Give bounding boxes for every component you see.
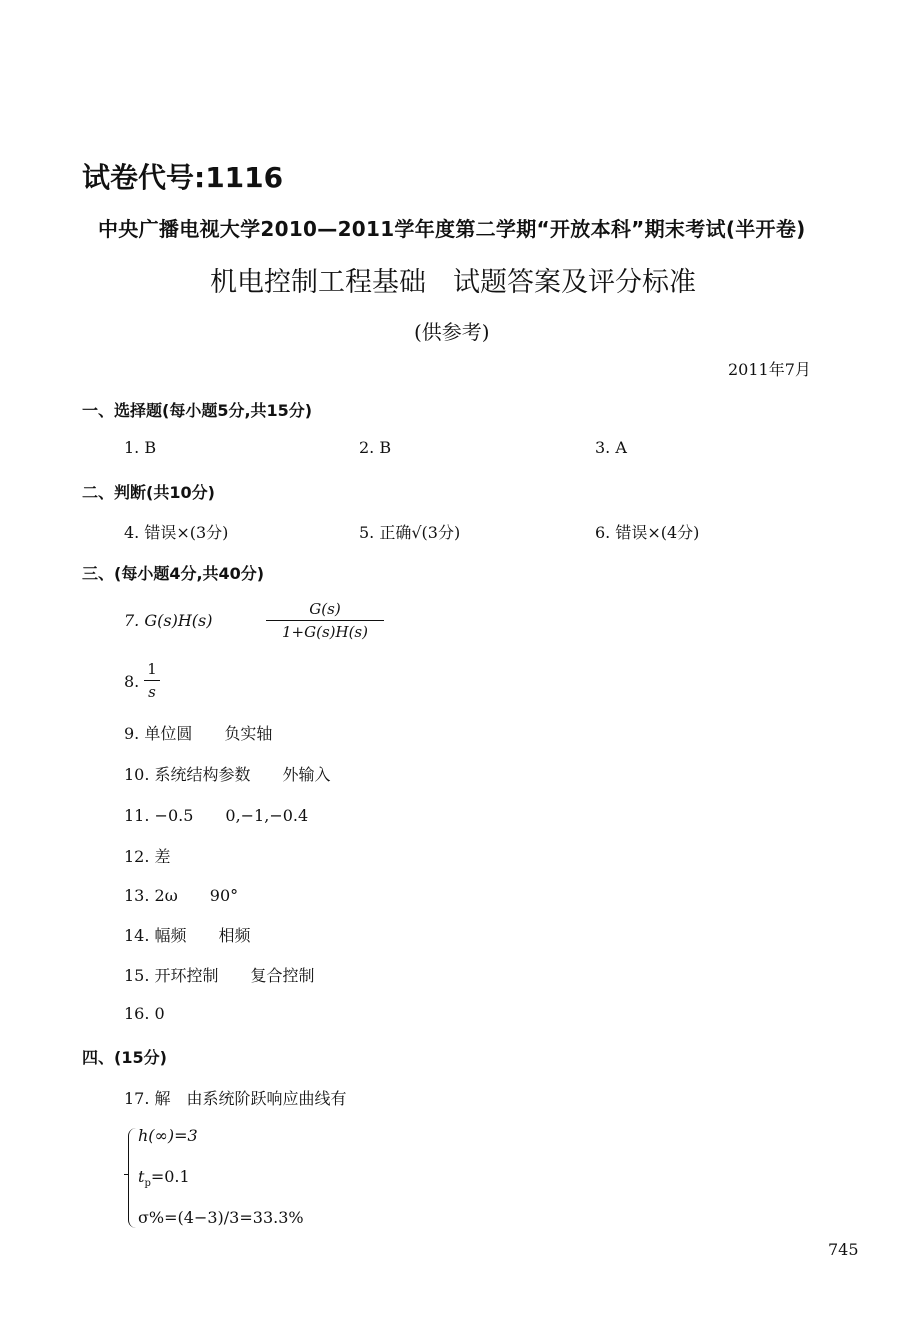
paper-code: 试卷代号:1116: [82, 161, 284, 194]
answer-1: 1. B: [124, 438, 157, 457]
peak-time-subscript: p: [144, 1178, 151, 1190]
section4-heading: 四、(15分): [82, 1048, 167, 1067]
answer-8-numerator: 1: [147, 660, 157, 678]
fraction-bar: [144, 680, 160, 681]
exam-date: 2011年7月: [728, 360, 811, 379]
page-title: 机电控制工程基础 试题答案及评分标准: [210, 267, 696, 298]
answer-10: 10. 系统结构参数 外输入: [124, 765, 331, 784]
peak-time-value: =0.1: [150, 1167, 190, 1186]
page-subtitle: (供参考): [414, 320, 490, 344]
answer-9: 9. 单位圆 负实轴: [124, 724, 273, 743]
answer-7-numerator: G(s): [309, 600, 341, 618]
peak-time-symbol: t: [138, 1167, 145, 1186]
answer-13: 13. 2ω 90°: [124, 886, 239, 905]
answer-2: 2. B: [359, 438, 392, 457]
exam-line: 中央广播电视大学2010—2011学年度第二学期“开放本科”期末考试(半开卷): [98, 217, 806, 241]
equation-brace-tip: [124, 1174, 129, 1175]
answer-17-intro: 17. 解 由系统阶跃响应曲线有: [124, 1089, 347, 1108]
answer-3: 3. A: [595, 438, 627, 457]
answer-8-fraction: [144, 660, 160, 701]
answer-12: 12. 差: [124, 847, 171, 866]
answer-15: 15. 开环控制 复合控制: [124, 966, 315, 985]
answer-5: 5. 正确√(3分): [359, 523, 461, 542]
fraction-bar: [266, 620, 384, 621]
answer-6: 6. 错误×(4分): [595, 523, 700, 542]
page-number: 745: [828, 1240, 859, 1259]
section1-heading: 一、选择题(每小题5分,共15分): [82, 401, 313, 420]
answer-14: 14. 幅频 相频: [124, 926, 251, 945]
answer-7-fraction: [266, 600, 384, 641]
answer-16: 16. 0: [124, 1004, 165, 1023]
answer-8-denominator: s: [148, 683, 156, 701]
section3-heading: 三、(每小题4分,共40分): [82, 564, 265, 583]
answer-11: 11. −0.5 0,−1,−0.4: [124, 806, 309, 825]
answer-7-label: 7. G(s)H(s): [124, 611, 213, 630]
answer-4: 4. 错误×(3分): [124, 523, 229, 542]
answer-7-denominator: 1+G(s)H(s): [282, 623, 368, 641]
equation-overshoot: σ%=(4−3)/3=33.3%: [138, 1208, 304, 1227]
equation-peak-value: h(∞)=3: [138, 1126, 198, 1145]
equation-brace: [128, 1128, 137, 1228]
answer-8-label: 8.: [124, 672, 140, 691]
section2-heading: 二、判断(共10分): [82, 483, 215, 502]
equation-peak-time: [138, 1167, 190, 1189]
